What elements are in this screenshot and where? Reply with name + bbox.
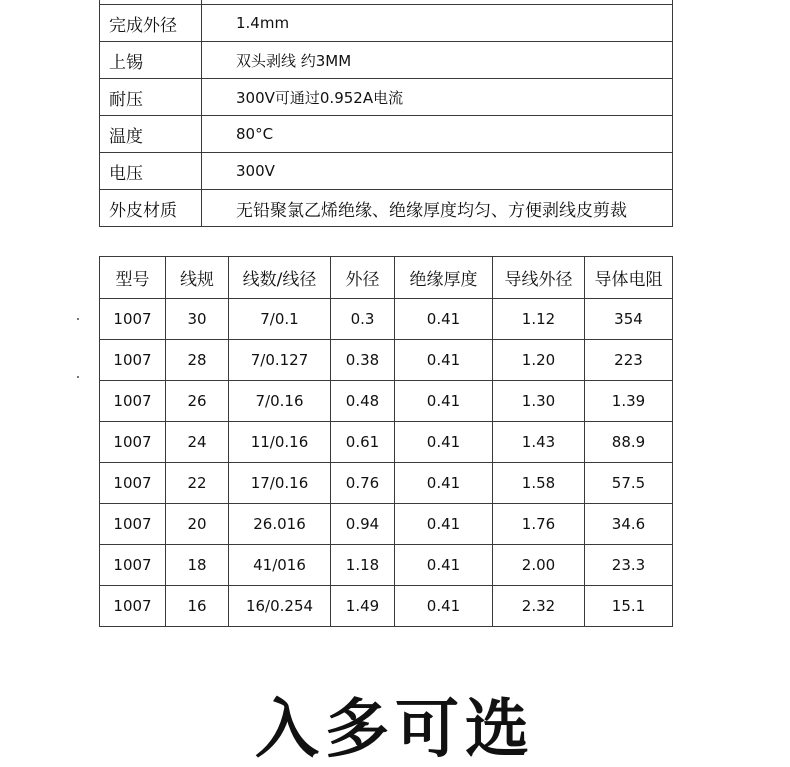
table-cell: 7/0.127: [229, 340, 331, 381]
table-row: [100, 340, 673, 381]
column-header: 导线外径: [493, 257, 585, 299]
table-cell: 0.94: [331, 504, 395, 545]
spec-row: [100, 190, 673, 227]
spec-row: [100, 79, 673, 116]
table-cell: 0.41: [395, 504, 493, 545]
spec-row: [100, 5, 673, 42]
table-cell: 0.48: [331, 381, 395, 422]
table-row: [100, 381, 673, 422]
table-cell: 7/0.1: [229, 299, 331, 340]
table-cell: 1007: [100, 422, 166, 463]
section-heading-text: 入多可选: [255, 693, 535, 767]
table-cell: 34.6: [585, 504, 673, 545]
column-header: 绝缘厚度: [395, 257, 493, 299]
table-cell: 0.3: [331, 299, 395, 340]
table-cell: 26: [166, 381, 229, 422]
table-cell: 28: [166, 340, 229, 381]
spec-label: 电压: [100, 153, 202, 190]
table-cell: 1007: [100, 381, 166, 422]
table-row: [100, 463, 673, 504]
table-cell: 2.32: [493, 586, 585, 627]
table-cell: 1.12: [493, 299, 585, 340]
table-cell: 1007: [100, 463, 166, 504]
table-cell: 0.41: [395, 340, 493, 381]
table-cell: 223: [585, 340, 673, 381]
table-cell: 30: [166, 299, 229, 340]
table-cell: 57.5: [585, 463, 673, 504]
wire-spec-table: [99, 256, 673, 627]
table-cell: 88.9: [585, 422, 673, 463]
table-cell: 41/016: [229, 545, 331, 586]
spec-label: 上锡: [100, 42, 202, 79]
table-cell: 1.43: [493, 422, 585, 463]
table-cell: 0.41: [395, 422, 493, 463]
table-row: [100, 504, 673, 545]
table-cell: 1.49: [331, 586, 395, 627]
column-header: 线数/线径: [229, 257, 331, 299]
table-cell: 0.38: [331, 340, 395, 381]
table-cell: 1.20: [493, 340, 585, 381]
table-cell: 0.41: [395, 545, 493, 586]
table-cell: 16: [166, 586, 229, 627]
table-cell: 1.39: [585, 381, 673, 422]
table-row: [100, 586, 673, 627]
column-header: 线规: [166, 257, 229, 299]
table-cell: 2.00: [493, 545, 585, 586]
table-cell: 1007: [100, 504, 166, 545]
speck-mark: [77, 318, 79, 320]
table-cell: 0.41: [395, 586, 493, 627]
table-row: [100, 422, 673, 463]
spec-value: 80°C: [202, 116, 673, 153]
table-cell: 1.18: [331, 545, 395, 586]
column-header: 型号: [100, 257, 166, 299]
table-cell: 22: [166, 463, 229, 504]
table-cell: 1007: [100, 299, 166, 340]
table-row: [100, 545, 673, 586]
table-header-row: [100, 257, 673, 299]
spec-label: 耐压: [100, 79, 202, 116]
spec-value: 1.4mm: [202, 5, 673, 42]
table-cell: 24: [166, 422, 229, 463]
table-row: [100, 299, 673, 340]
spec-value: 无铅聚氯乙烯绝缘、绝缘厚度均匀、方便剥线皮剪裁: [202, 190, 673, 227]
column-header: 导体电阻: [585, 257, 673, 299]
table-cell: 17/0.16: [229, 463, 331, 504]
spec-label: 外皮材质: [100, 190, 202, 227]
section-heading: [0, 686, 790, 767]
spec-value: 300V: [202, 153, 673, 190]
table-cell: 0.76: [331, 463, 395, 504]
table-cell: 1.30: [493, 381, 585, 422]
spec-label: 完成外径: [100, 5, 202, 42]
table-cell: 26.016: [229, 504, 331, 545]
table-cell: 1.58: [493, 463, 585, 504]
table-cell: 20: [166, 504, 229, 545]
spec-value: 双头剥线 约3MM: [202, 42, 673, 79]
table-cell: 18: [166, 545, 229, 586]
spec-row: [100, 116, 673, 153]
speck-mark: [77, 376, 79, 378]
table-cell: 11/0.16: [229, 422, 331, 463]
table-cell: 1007: [100, 586, 166, 627]
spec-label: 温度: [100, 116, 202, 153]
table-cell: 23.3: [585, 545, 673, 586]
table-cell: 15.1: [585, 586, 673, 627]
table-cell: 0.41: [395, 463, 493, 504]
table-cell: 16/0.254: [229, 586, 331, 627]
table-cell: 354: [585, 299, 673, 340]
table-cell: 1007: [100, 545, 166, 586]
table-cell: 0.41: [395, 299, 493, 340]
spec-value: 300V可通过0.952A电流: [202, 79, 673, 116]
table-cell: 1007: [100, 340, 166, 381]
column-header: 外径: [331, 257, 395, 299]
spec-row: [100, 153, 673, 190]
table-cell: 0.41: [395, 381, 493, 422]
spec-table: [99, 0, 673, 227]
table-cell: 7/0.16: [229, 381, 331, 422]
table-cell: 0.61: [331, 422, 395, 463]
spec-row: [100, 42, 673, 79]
table-cell: 1.76: [493, 504, 585, 545]
